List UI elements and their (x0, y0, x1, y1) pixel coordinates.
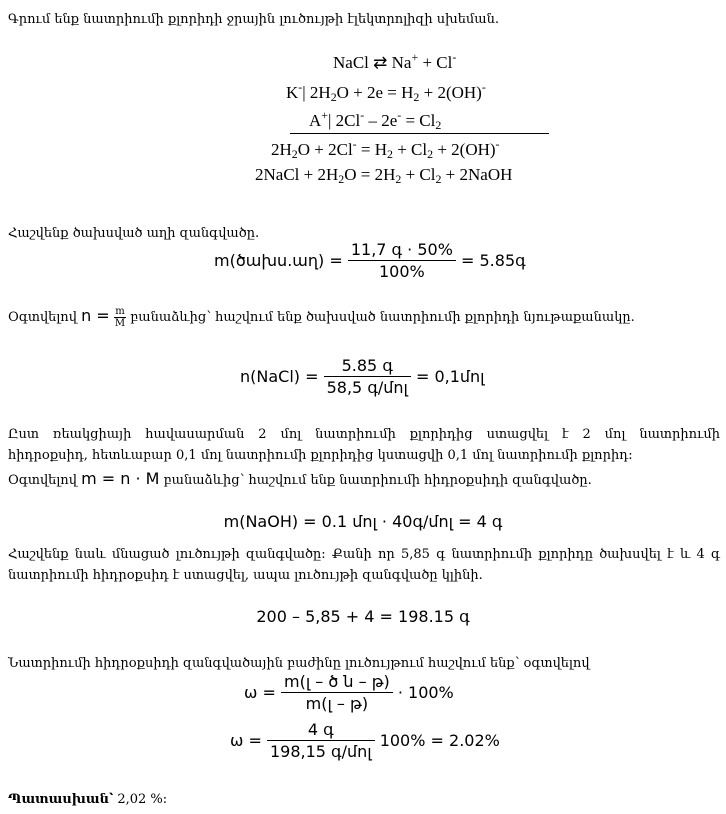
step4-line2: նատրիումի հիդրօքսիդ է ստացվել, ապա լուծույթի զանգվածը կլինի. (8, 568, 483, 583)
dissociation-equation: NaCl ⇄ Na+ + Cl- (333, 50, 457, 73)
n-formula-fraction: $\frac{m}{M}$ (114, 306, 126, 329)
step5-text: Նատրիումի հիդրօքսիդի զանգվածային բաժինը լուծույթում հաշվում ենք՝ օգտվելով (8, 656, 590, 671)
step4-line1: Հաշվենք նաև մնացած լուծույթի զանգվածը: Քանի որ 5,85 գ նատրիումի քլորիդը ծախսվել է և 4 գ (8, 547, 720, 562)
omega-general-fraction: $\frac{\text{m(լ – ծ ն – թ)}}{\text{m(լ – թ)}}$ (281, 672, 393, 715)
answer (8, 792, 167, 807)
anode-equation: A+| $2Cl^- - 2e^- = Cl_2$ (309, 108, 442, 133)
omega-general-formula: ω = $\frac{\text{m(լ – ծ ն – թ)}}{\text{m(լ – թ)}}$ · 100% (244, 672, 454, 713)
overall-equation: 2NaCl + $2H_2O = 2H_2 + Cl_2$ + 2NaOH (255, 165, 513, 186)
step2-fraction: $\frac{\text{5.85 գ}}{\text{58,5 գ/մոլ}}$ (324, 356, 411, 399)
step1-fraction: $\frac{\text{11,7 գ · 50\%}}{100\%}$ (348, 240, 456, 283)
step3-line3: Օգտվելով m = n · M բանաձևից՝ հաշվում ենք նատրիումի հիդրօքսիդի զանգվածը. (8, 469, 592, 488)
step4-equation: 200 – 5,85 + 4 = 198.15 գ (256, 607, 470, 626)
ionic-sum-equation: $2H_2O + 2Cl^- = H_2 + Cl_2 + 2(OH)^-$ (271, 137, 500, 162)
step2-text: Օգտվելով n = $\frac{m}{M}$ բանաձևից՝ հաշվում ենք ծախսված նատրիումի քլորիդի նյութաքանակը. (8, 306, 635, 329)
cathode-equation: K-| $2H_2O + 2e = H_2 + 2(OH)^-$ (286, 80, 486, 105)
step1-text: Հաշվենք ծախսված աղի զանգվածը. (8, 226, 260, 241)
sum-divider (290, 133, 549, 134)
answer-value: 2,02 %: (113, 792, 168, 807)
step3-equation: m(NaOH) = 0.1 մոլ · 40գ/մոլ = 4 գ (223, 512, 503, 531)
step3-line1: Ըստ ռեակցիայի հավասարման 2 մոլ նատրիումի քլորիդից ստացվել է 2 մոլ նատրիումի (8, 427, 720, 442)
step1-formula: m(ծախս.աղ) = $\frac{\text{11,7 գ · 50\%}}{100\%}$ = 5.85գ (214, 240, 526, 281)
step2-formula: n(NaCl) = $\frac{\text{5.85 գ}}{\text{58,5 գ/մոլ}}$ = 0,1մոլ (240, 356, 485, 397)
omega-calc-fraction: $\frac{\text{4 գ}}{\text{198,15 գ/մոլ}}$ (267, 720, 375, 763)
intro-text: Գրում ենք նատրիումի քլորիդի ջրային լուծույթի էլեկտրոլիզի սխեման. (8, 12, 500, 27)
step3-line2: հիդրօքսիդ, հետևաբար 0,1 մոլ նատրիումի քլորիդից կստացվի 0,1 մոլ նատրիումի քլորիդ: (8, 448, 633, 463)
answer-label: Պատասխան՝ (8, 792, 114, 807)
omega-calculation: ω = $\frac{\text{4 գ}}{\text{198,15 գ/մոլ}}$ 100% = 2.02% (230, 720, 500, 761)
